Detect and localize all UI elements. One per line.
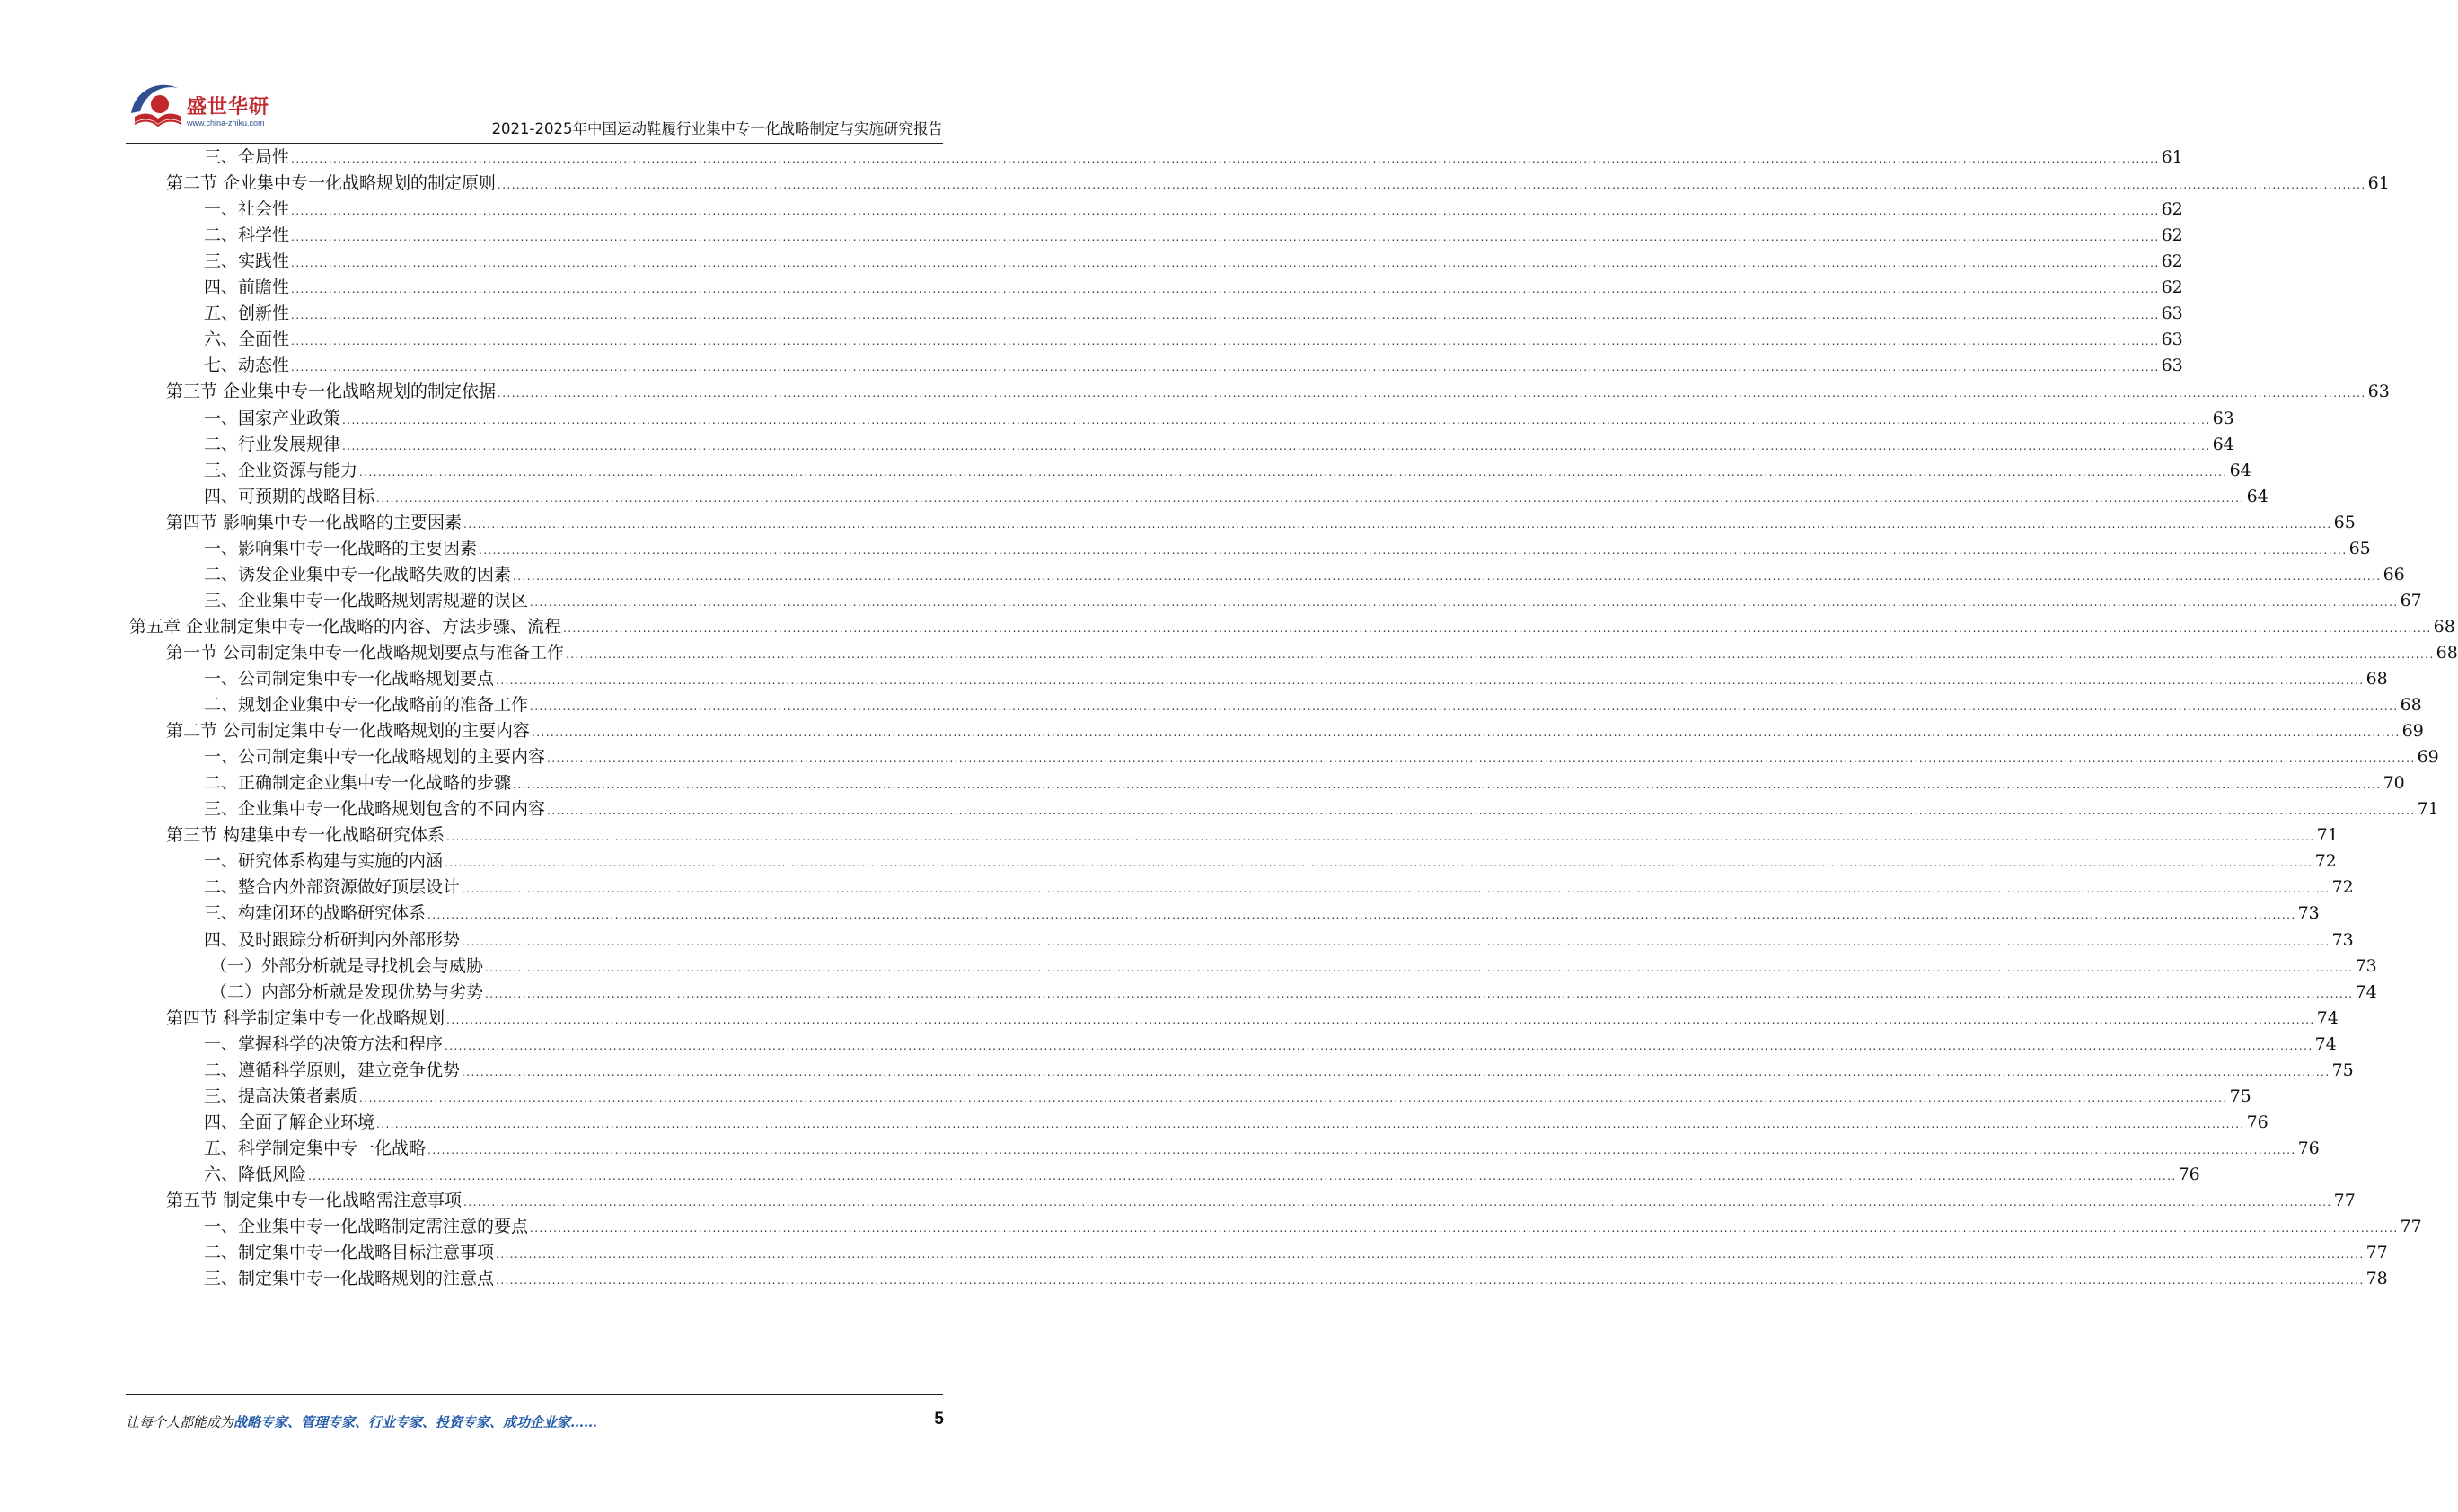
toc-entry-title: 四、及时跟踪分析研判内外部形势	[204, 929, 461, 950]
toc-entry-page: 67	[2400, 590, 2422, 611]
toc-entry[interactable]	[204, 769, 2405, 797]
toc-entry-page: 62	[2161, 225, 2183, 246]
toc-entry-title: 三、构建闭环的战略研究体系	[204, 903, 427, 924]
toc-entry[interactable]	[204, 1161, 2200, 1189]
toc-entry-page: 61	[2161, 147, 2183, 167]
toc-entry[interactable]	[166, 1187, 2356, 1215]
toc-entry[interactable]	[204, 144, 2183, 171]
toc-entry[interactable]	[204, 326, 2183, 354]
toc-leader-dots: ...............................................................................................................................................................................................................................................................................................................................................................................................................	[530, 595, 2399, 609]
toc-entry[interactable]	[204, 405, 2234, 433]
toc-entry[interactable]	[204, 1109, 2269, 1137]
toc-entry-title: 五、创新性	[204, 303, 290, 324]
toc-leader-dots: ...............................................................................................................................................................................................................................................................................................................................................................................................................	[427, 1143, 2296, 1156]
toc-entry-title: （二）内部分析就是发现优势与劣势	[210, 981, 484, 1002]
toc-entry[interactable]	[204, 1135, 2320, 1163]
toc-leader-dots: ...............................................................................................................................................................................................................................................................................................................................................................................................................	[513, 778, 2382, 792]
toc-entry[interactable]	[166, 639, 2458, 667]
toc-entry-page: 66	[2383, 564, 2405, 585]
toc-entry-page: 69	[2417, 747, 2439, 768]
toc-entry-page: 62	[2161, 251, 2183, 272]
toc-leader-dots: ...............................................................................................................................................................................................................................................................................................................................................................................................................	[485, 961, 2354, 974]
toc-leader-dots: ...............................................................................................................................................................................................................................................................................................................................................................................................................	[462, 935, 2330, 948]
toc-entry-title: 第四节 科学制定集中专一化战略规划	[166, 1007, 445, 1028]
toc-leader-dots: ...............................................................................................................................................................................................................................................................................................................................................................................................................	[446, 1013, 2315, 1026]
toc-entry-title: 四、全面了解企业环境	[204, 1112, 375, 1132]
toc-entry-title: 三、实践性	[204, 251, 290, 272]
toc-entry-title: 一、社会性	[204, 199, 290, 220]
toc-entry-title: 二、正确制定企业集中专一化战略的步骤	[204, 773, 512, 794]
toc-entry-page: 73	[2355, 955, 2377, 976]
toc-entry[interactable]	[204, 1057, 2354, 1085]
toc-entry-page: 61	[2367, 173, 2390, 194]
toc-entry[interactable]	[204, 665, 2388, 693]
toc-entry[interactable]	[204, 352, 2183, 380]
toc-entry-page: 74	[2316, 1007, 2339, 1028]
toc-leader-dots: ...............................................................................................................................................................................................................................................................................................................................................................................................................	[291, 153, 2160, 165]
toc-leader-dots: ...............................................................................................................................................................................................................................................................................................................................................................................................................	[479, 543, 2348, 557]
toc-leader-dots: ...............................................................................................................................................................................................................................................................................................................................................................................................................	[446, 831, 2315, 844]
toc-entry-title: 一、研究体系构建与实施的内涵	[204, 851, 444, 872]
toc-leader-dots: ...............................................................................................................................................................................................................................................................................................................................................................................................................	[513, 569, 2382, 583]
toc-entry-title: 第三节 企业集中专一化战略规划的制定依据	[166, 382, 497, 402]
toc-leader-dots: ...............................................................................................................................................................................................................................................................................................................................................................................................................	[463, 1196, 2332, 1209]
toc-entry-page: 77	[2333, 1191, 2356, 1210]
toc-entry-title: （一）外部分析就是寻找机会与威胁	[210, 955, 484, 976]
toc-leader-dots: ...............................................................................................................................................................................................................................................................................................................................................................................................................	[498, 179, 2366, 192]
toc-entry-title: 一、企业集中专一化战略制定需注意的要点	[204, 1217, 529, 1237]
toc-entry[interactable]	[204, 535, 2371, 563]
toc-entry[interactable]	[204, 1083, 2251, 1111]
toc-entry[interactable]	[204, 274, 2183, 302]
toc-leader-dots: ...............................................................................................................................................................................................................................................................................................................................................................................................................	[376, 491, 2245, 505]
toc-entry[interactable]	[204, 248, 2183, 276]
toc-entry[interactable]	[166, 170, 2390, 198]
toc-entry-page: 63	[2161, 303, 2183, 324]
toc-entry-page: 78	[2365, 1269, 2388, 1289]
toc-entry[interactable]	[204, 743, 2439, 771]
toc-entry-page: 63	[2161, 356, 2183, 376]
toc-entry-title: 一、影响集中专一化战略的主要因素	[204, 538, 478, 558]
toc-entry-title: 第五章 企业制定集中专一化战略的内容、方法步骤、流程	[129, 616, 562, 637]
toc-entry[interactable]	[204, 1213, 2422, 1241]
toc-entry-page: 74	[2314, 1033, 2337, 1054]
toc-entry-page: 74	[2355, 981, 2377, 1002]
toc-entry-title: 二、遵循科学原则，建立竞争优势	[204, 1059, 461, 1080]
toc-entry[interactable]	[204, 300, 2183, 328]
toc-entry[interactable]	[204, 900, 2320, 927]
toc-leader-dots: ...............................................................................................................................................................................................................................................................................................................................................................................................................	[291, 283, 2160, 296]
toc-entry[interactable]	[204, 561, 2405, 589]
toc-entry[interactable]	[204, 796, 2439, 823]
toc-entry-page: 63	[2367, 382, 2390, 402]
toc-entry-title: 三、提高决策者素质	[204, 1086, 358, 1106]
toc-entry-page: 62	[2161, 199, 2183, 220]
toc-leader-dots: ...............................................................................................................................................................................................................................................................................................................................................................................................................	[291, 205, 2160, 218]
toc-leader-dots: ...............................................................................................................................................................................................................................................................................................................................................................................................................	[530, 700, 2399, 714]
toc-entry-title: 四、可预期的战略目标	[204, 486, 375, 506]
toc-leader-dots: ...............................................................................................................................................................................................................................................................................................................................................................................................................	[563, 621, 2432, 635]
toc-leader-dots: ...............................................................................................................................................................................................................................................................................................................................................................................................................	[462, 1065, 2330, 1078]
toc-leader-dots: ...............................................................................................................................................................................................................................................................................................................................................................................................................	[342, 439, 2211, 453]
toc-entry-page: 76	[2297, 1138, 2320, 1158]
toc-leader-dots: ...............................................................................................................................................................................................................................................................................................................................................................................................................	[376, 1117, 2245, 1130]
toc-entry-page: 64	[2212, 434, 2234, 454]
toc-entry-title: 第一节 公司制定集中专一化战略规划要点与准备工作	[166, 642, 565, 663]
toc-entry-title: 二、行业发展规律	[204, 434, 341, 454]
toc-entry[interactable]	[166, 378, 2390, 406]
toc-entry-page: 73	[2331, 929, 2354, 950]
toc-leader-dots: ...............................................................................................................................................................................................................................................................................................................................................................................................................	[291, 335, 2160, 348]
toc-entry-title: 一、公司制定集中专一化战略规划要点	[204, 669, 495, 689]
toc-entry[interactable]	[166, 822, 2339, 849]
toc-entry-title: 四、前瞻性	[204, 277, 290, 298]
toc-leader-dots: ...............................................................................................................................................................................................................................................................................................................................................................................................................	[532, 726, 2401, 740]
toc-entry[interactable]	[204, 431, 2234, 459]
toc-entry[interactable]	[204, 222, 2183, 250]
toc-leader-dots: ...............................................................................................................................................................................................................................................................................................................................................................................................................	[427, 909, 2296, 922]
book-logo-icon	[126, 72, 189, 135]
toc-leader-dots: ...............................................................................................................................................................................................................................................................................................................................................................................................................	[445, 1039, 2313, 1052]
toc-entry-page: 62	[2161, 277, 2183, 298]
footer-divider	[126, 1394, 943, 1395]
slogan-highlight: 战略专家、管理专家、行业专家、投资专家、成功企业家……	[233, 1414, 598, 1430]
toc-entry-page: 72	[2314, 851, 2337, 872]
slogan-prefix: 让每个人都能成为	[126, 1414, 234, 1430]
toc-entry[interactable]	[210, 953, 2377, 980]
toc-entry-page: 64	[2229, 460, 2251, 480]
toc-leader-dots: ...............................................................................................................................................................................................................................................................................................................................................................................................................	[496, 674, 2365, 687]
toc-entry-page: 68	[2436, 642, 2458, 663]
toc-entry[interactable]	[204, 587, 2422, 615]
toc-entry[interactable]	[129, 613, 2455, 641]
toc-leader-dots: ...............................................................................................................................................................................................................................................................................................................................................................................................................	[342, 413, 2211, 426]
toc-entry-page: 70	[2383, 773, 2405, 794]
toc-entry-title: 六、降低风险	[204, 1164, 307, 1184]
toc-entry-title: 第五节 制定集中专一化战略需注意事项	[166, 1191, 463, 1210]
toc-entry[interactable]	[210, 979, 2377, 1007]
toc-entry-page: 75	[2229, 1086, 2251, 1106]
toc-leader-dots: ...............................................................................................................................................................................................................................................................................................................................................................................................................	[496, 1248, 2365, 1261]
toc-leader-dots: ...............................................................................................................................................................................................................................................................................................................................................................................................................	[530, 1222, 2399, 1235]
page-header	[126, 72, 943, 145]
toc-entry-page: 68	[2400, 695, 2422, 716]
toc-entry[interactable]	[166, 1005, 2339, 1033]
toc-entry[interactable]	[166, 509, 2356, 537]
toc-entry[interactable]	[204, 927, 2354, 954]
toc-entry[interactable]	[204, 457, 2251, 485]
toc-entry-page: 63	[2212, 408, 2234, 428]
toc-leader-dots: ...............................................................................................................................................................................................................................................................................................................................................................................................................	[359, 1091, 2228, 1104]
toc-leader-dots: ...............................................................................................................................................................................................................................................................................................................................................................................................................	[485, 987, 2354, 1000]
toc-entry-title: 二、科学性	[204, 225, 290, 246]
toc-leader-dots: ...............................................................................................................................................................................................................................................................................................................................................................................................................	[462, 883, 2330, 896]
toc-entry-title: 二、整合内外部资源做好顶层设计	[204, 877, 461, 898]
toc-entry-page: 71	[2417, 799, 2439, 820]
logo-name: 盛世华研	[187, 96, 270, 119]
toc-entry[interactable]	[204, 483, 2269, 511]
page-number: 5	[934, 1410, 944, 1428]
report-title: 2021-2025年中国运动鞋履行业集中专一化战略制定与实施研究报告	[491, 120, 943, 137]
toc-entry-title: 三、制定集中专一化战略规划的注意点	[204, 1269, 495, 1289]
toc-entry-page: 75	[2331, 1059, 2354, 1080]
toc-entry-page: 71	[2316, 825, 2339, 846]
toc-entry-title: 六、全面性	[204, 330, 290, 350]
toc-entry-title: 二、诱发企业集中专一化战略失败的因素	[204, 564, 512, 585]
toc-leader-dots: ...............................................................................................................................................................................................................................................................................................................................................................................................................	[496, 1274, 2365, 1288]
toc-entry-title: 二、规划企业集中专一化战略前的准备工作	[204, 695, 529, 716]
toc-entry-title: 三、全局性	[204, 147, 290, 167]
toc-entry-page: 68	[2365, 669, 2388, 689]
toc-entry-title: 五、科学制定集中专一化战略	[204, 1138, 427, 1158]
toc-entry[interactable]	[204, 1239, 2388, 1267]
toc-entry-page: 65	[2333, 512, 2356, 532]
toc-entry[interactable]	[204, 196, 2183, 224]
toc-leader-dots: ...............................................................................................................................................................................................................................................................................................................................................................................................................	[308, 1169, 2177, 1182]
toc-leader-dots: ...............................................................................................................................................................................................................................................................................................................................................................................................................	[547, 804, 2416, 818]
toc-leader-dots: ...............................................................................................................................................................................................................................................................................................................................................................................................................	[291, 309, 2160, 322]
toc-entry-title: 七、动态性	[204, 356, 290, 376]
toc-entry[interactable]	[204, 1265, 2388, 1293]
toc-entry-page: 76	[2178, 1164, 2200, 1184]
toc-entry[interactable]	[166, 717, 2424, 745]
footer-slogan	[126, 1412, 597, 1431]
toc-entry-title: 第二节 企业集中专一化战略规划的制定原则	[166, 173, 497, 194]
toc-leader-dots: ...............................................................................................................................................................................................................................................................................................................................................................................................................	[547, 752, 2416, 766]
toc-entry-title: 第三节 构建集中专一化战略研究体系	[166, 825, 445, 846]
toc-entry-page: 63	[2161, 330, 2183, 350]
toc-leader-dots: ...............................................................................................................................................................................................................................................................................................................................................................................................................	[291, 257, 2160, 270]
logo-url: www.china-zhiku.com	[187, 119, 265, 127]
toc-entry-page: 69	[2401, 721, 2424, 742]
toc-entry-page: 77	[2400, 1217, 2422, 1237]
toc-entry-page: 68	[2433, 616, 2455, 637]
toc-leader-dots: ...............................................................................................................................................................................................................................................................................................................................................................................................................	[445, 857, 2313, 870]
toc-entry-page: 65	[2348, 538, 2371, 558]
toc-entry-page: 76	[2246, 1112, 2269, 1132]
toc-entry-title: 第二节 公司制定集中专一化战略规划的主要内容	[166, 721, 531, 742]
toc-leader-dots: ...............................................................................................................................................................................................................................................................................................................................................................................................................	[291, 231, 2160, 244]
toc-entry-title: 三、企业集中专一化战略规划需规避的误区	[204, 590, 529, 611]
toc-entry-title: 二、制定集中专一化战略目标注意事项	[204, 1243, 495, 1263]
toc-leader-dots: ...............................................................................................................................................................................................................................................................................................................................................................................................................	[498, 387, 2366, 400]
toc-leader-dots: ...............................................................................................................................................................................................................................................................................................................................................................................................................	[359, 465, 2228, 479]
toc-entry-title: 一、掌握科学的决策方法和程序	[204, 1033, 444, 1054]
toc-entry-page: 72	[2331, 877, 2354, 898]
toc-entry-title: 一、公司制定集中专一化战略规划的主要内容	[204, 747, 546, 768]
toc-leader-dots: ...............................................................................................................................................................................................................................................................................................................................................................................................................	[463, 517, 2332, 531]
company-logo	[126, 72, 287, 135]
toc-entry-page: 64	[2246, 486, 2269, 506]
toc-leader-dots: ...............................................................................................................................................................................................................................................................................................................................................................................................................	[291, 361, 2160, 374]
toc-entry[interactable]	[204, 691, 2422, 719]
toc-entry[interactable]	[204, 874, 2354, 901]
toc-leader-dots: ...............................................................................................................................................................................................................................................................................................................................................................................................................	[566, 647, 2435, 661]
toc-entry-title: 一、国家产业政策	[204, 408, 341, 428]
toc-entry-title: 第四节 影响集中专一化战略的主要因素	[166, 512, 463, 532]
toc-entry-title: 三、企业集中专一化战略规划包含的不同内容	[204, 799, 546, 820]
toc-entry-page: 73	[2297, 903, 2320, 924]
toc-entry[interactable]	[204, 848, 2337, 875]
toc-entry-page: 77	[2365, 1243, 2388, 1263]
toc-entry[interactable]	[204, 1031, 2337, 1059]
toc-entry-title: 三、企业资源与能力	[204, 460, 358, 480]
